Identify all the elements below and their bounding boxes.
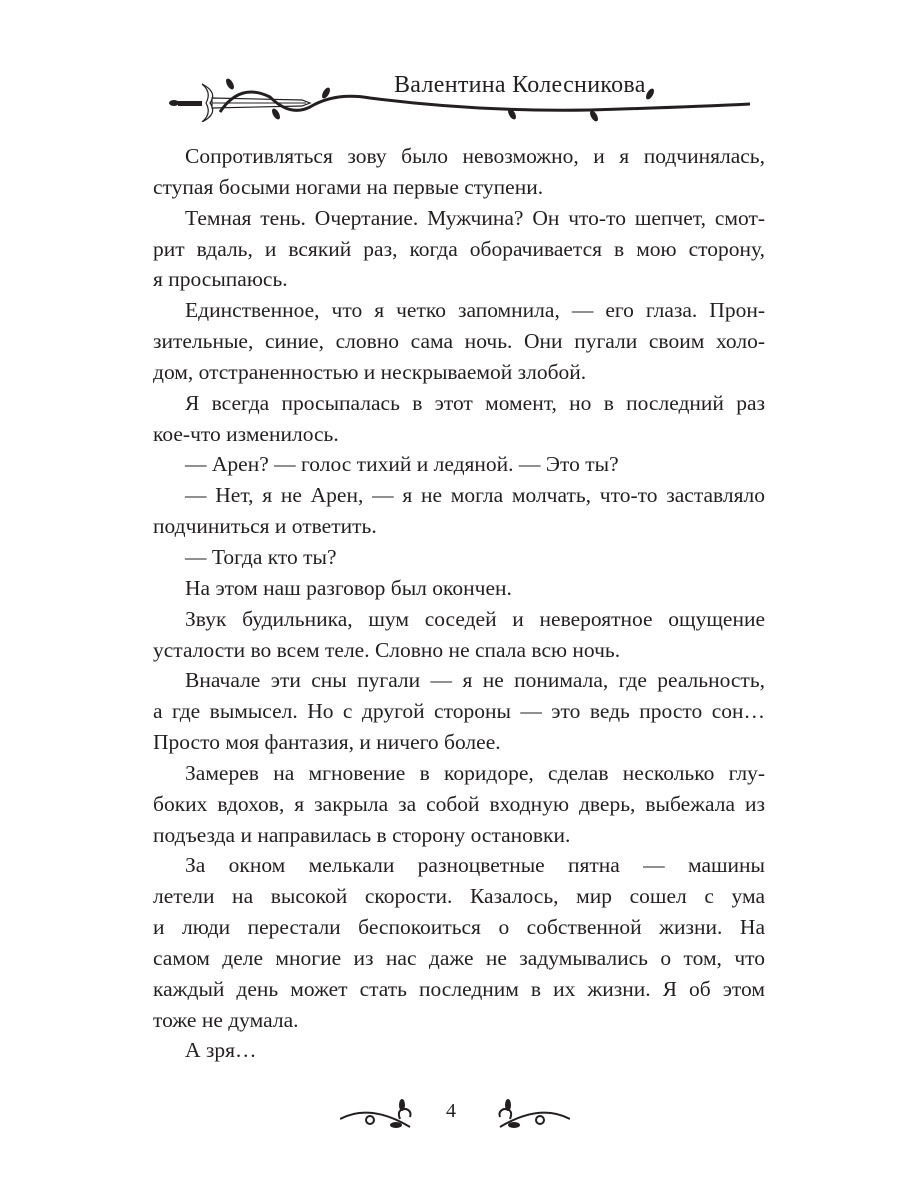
text-line: а где вымысел. Но с другой стороны — это ведь просто сон… xyxy=(153,699,765,724)
text-line: самом деле многие из нас даже не задумывались о том, что xyxy=(153,945,765,970)
text-line: зительные, синие, словно сама ночь. Они пугали своим холо- xyxy=(153,329,765,354)
text-line: Я всегда просыпалась в этот момент, но в последний раз xyxy=(185,390,765,415)
text-line: Сопротивляться зову было невозможно, и я подчинялась, xyxy=(185,144,765,168)
text-line: я просыпаюсь. xyxy=(153,267,288,292)
text-line: рит вдаль, и всякий раз, когда оборачивается в мою сторону, xyxy=(153,236,765,261)
text-line: — Тогда кто ты? xyxy=(185,544,337,569)
text-line: ступая босыми ногами на первые ступени. xyxy=(153,174,544,199)
body-text xyxy=(153,141,765,1066)
text-line: усталости во всем теле. Словно не спала всю ночь. xyxy=(153,637,621,662)
text-line: дом, отстраненностью и нескрываемой злобой. xyxy=(153,359,587,384)
text-line: кое-что изменилось. xyxy=(153,421,339,446)
text-line: За окном мелькали разноцветные пятна — машины xyxy=(185,853,765,878)
text-line: Звук будильника, шум соседей и невероятное ощущение xyxy=(185,606,765,631)
text-line: Единственное, что я четко запомнила, — его глаза. Прон- xyxy=(185,298,765,323)
flourish-left-icon xyxy=(340,1099,411,1128)
text-line: — Арен? — голос тихий и ледяной. — Это ты? xyxy=(185,452,619,477)
text-line: каждый день может стать последним в их жизни. Я об этом xyxy=(153,976,765,1001)
text-line: — Нет, я не Арен, — я не могла молчать, что-то заставляло xyxy=(185,483,765,508)
text-line: Вначале эти сны пугали — я не понимала, где реальность, xyxy=(185,668,765,693)
running-header-author: Валентина Колесникова xyxy=(394,72,646,98)
text-line: Темная тень. Очертание. Мужчина? Он что-то шепчет, смот- xyxy=(185,205,765,230)
text-line: подъезда и направилась в сторону остановки. xyxy=(153,822,571,847)
text-line: А зря… xyxy=(185,1038,257,1063)
text-line: Замерев на мгновение в коридоре, сделав несколько глу- xyxy=(185,760,765,785)
text-line: боких вдохов, я закрыла за собой входную дверь, выбежала из xyxy=(153,791,765,816)
text-line: На этом наш разговор был окончен. xyxy=(185,575,512,600)
flourish-right-icon xyxy=(500,1099,571,1128)
text-line: летели на высокой скорости. Казалось, мир сошел с ума xyxy=(153,884,765,909)
page-number: 4 xyxy=(446,1100,456,1122)
sword-icon xyxy=(169,84,310,122)
text-line: и люди перестали беспокоиться о собственной жизни. На xyxy=(153,915,765,940)
text-line: Просто моя фантазия, и ничего более. xyxy=(153,730,501,755)
text-line: тоже не думала. xyxy=(153,1007,299,1032)
text-line: подчиниться и ответить. xyxy=(153,514,377,539)
